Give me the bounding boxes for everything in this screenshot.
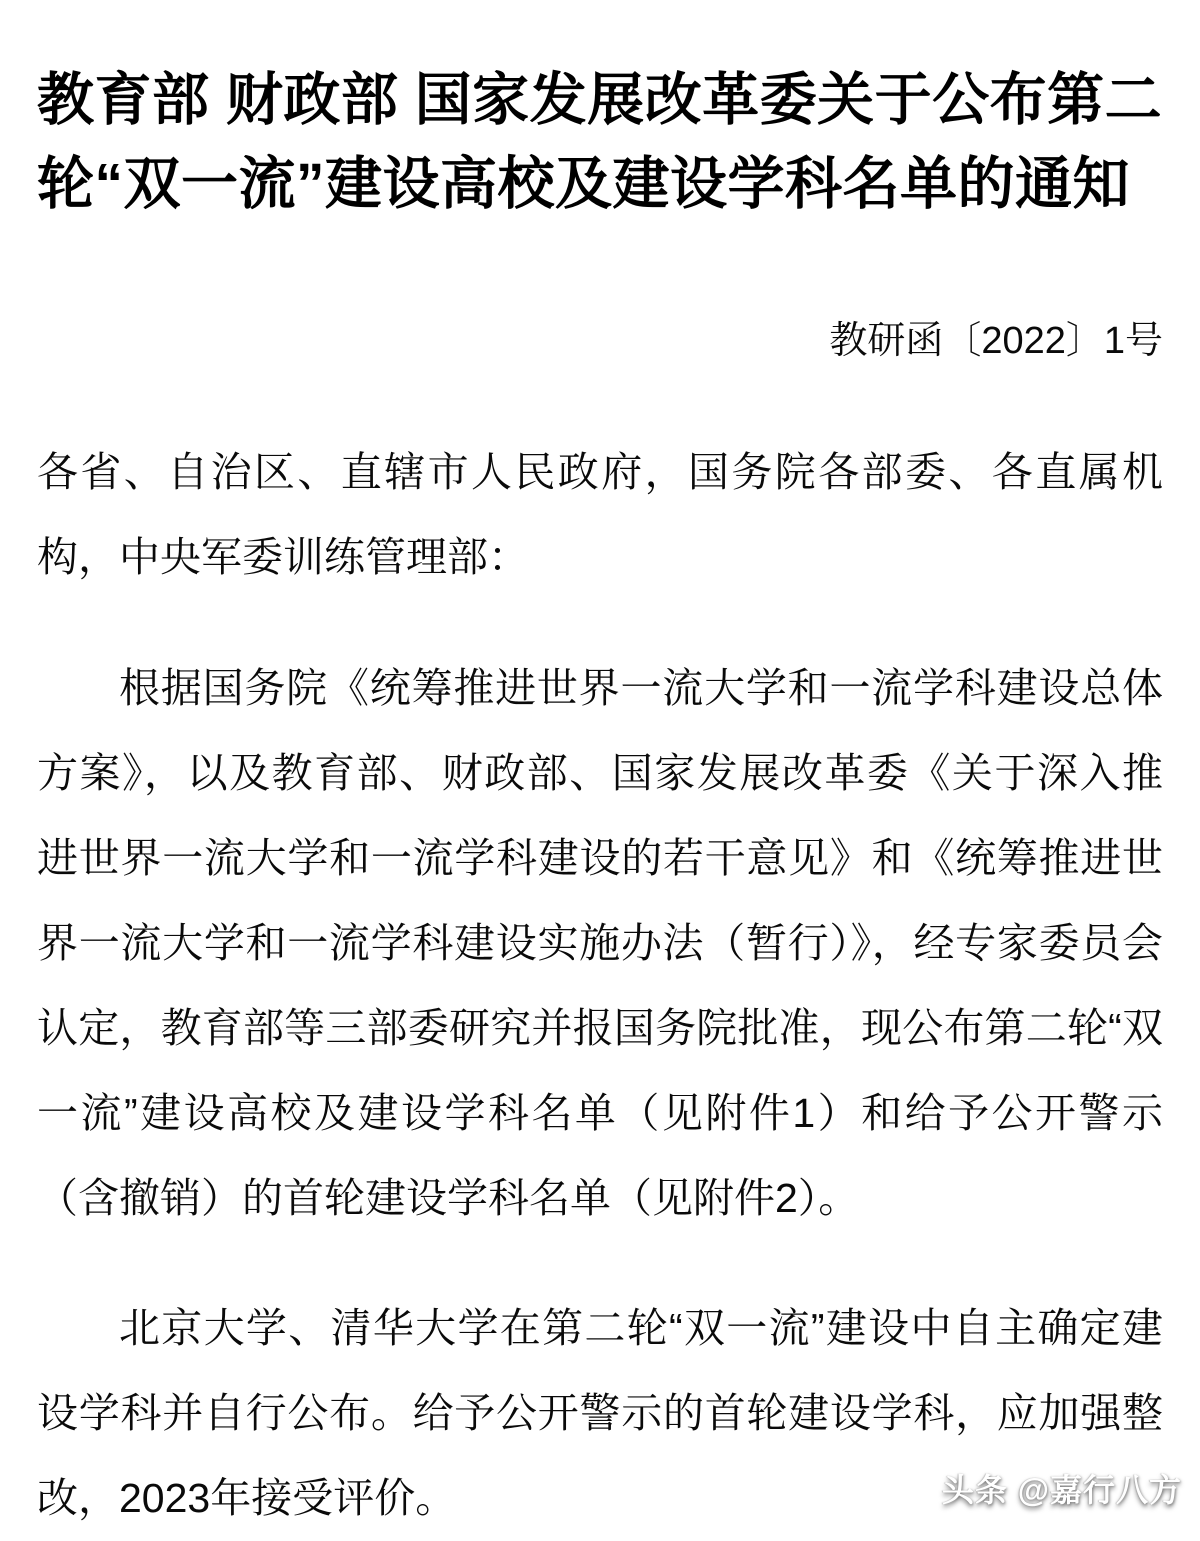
body-paragraph-1: 根据国务院《统筹推进世界一流大学和一流学科建设总体方案》，以及教育部、财政部、国家发展改革委《关于深入推进世界一流大学和一流学科建设的若干意见》和《统筹推进世界一流大学和一流学科建设实施办法（暂行）》，经专家委员会认定，教育部等三部委研究并报国务院批准，现公布第二轮“双一流”建设高校及建设学科名单（见附件1）和给予公开警示（含撤销）的首轮建设学科名单（见附件2）。 (37, 665, 1163, 1222)
addressee-paragraph: 各省、自治区、直辖市人民政府，国务院各部委、各直属机构，中央军委训练管理部： (37, 449, 1163, 581)
document-title-line-2: 轮“双一流”建设高校及建设学科名单的通知 (37, 152, 1130, 217)
document-title-line-1: 教育部 财政部 国家发展改革委关于公布第二 (37, 68, 1163, 133)
watermark: 头条 @嘉行八方 (941, 1472, 1182, 1508)
document-number: 教研函〔2022〕1号 (829, 320, 1163, 363)
body-paragraph-2: 北京大学、清华大学在第二轮“双一流”建设中自主确定建设学科并自行公布。给予公开警示的首轮建设学科，应加强整改，2023年接受评价。 (37, 1305, 1163, 1522)
document-title (37, 58, 1163, 226)
